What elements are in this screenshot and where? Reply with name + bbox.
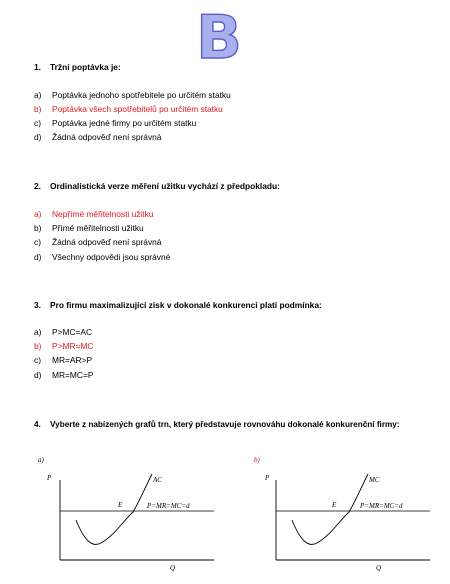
question-1-option-d[interactable]: d) Žádná odpověď není správná (34, 132, 162, 142)
graph-b[interactable] (252, 452, 442, 580)
question-2-title: 2. Ordinalistická verze měření užitku vychází z předpokladu: (34, 181, 280, 191)
question-1-title: 1. Tržní poptávka je: (34, 62, 121, 72)
graph-b-price-line-label: P=MR=MC=d (360, 502, 403, 510)
question-1-option-b[interactable]: b) Poptávka všech spotřebitelů po určitém statku (34, 104, 223, 114)
graph-b-curve (292, 474, 368, 544)
graph-a[interactable] (36, 452, 226, 580)
graph-b-x-axis-label: Q (376, 564, 382, 572)
question-3-option-b[interactable]: b) P>MR=MC (34, 341, 94, 351)
question-3-option-a[interactable]: a) P>MC=AC (34, 327, 93, 337)
question-2-option-c[interactable]: c) Žádná odpověď není správná (34, 237, 162, 247)
variant-letter (196, 3, 242, 73)
graph-b-curve-label: MC (369, 476, 380, 484)
graph-b-label: b) (254, 456, 260, 464)
question-1-option-c[interactable]: c) Poptávka jedné firmy po určitém statku (34, 118, 197, 128)
graph-b-point-label: E (332, 501, 337, 509)
graph-a-x-axis-label: Q (170, 564, 176, 572)
question-3-option-d[interactable]: d) MR=MC=P (34, 370, 94, 380)
question-3-option-c[interactable]: c) MR=AR>P (34, 355, 93, 365)
graph-a-curve (76, 474, 152, 544)
graph-a-price-line-label: P=MR=MC=d (147, 502, 190, 510)
graph-b-y-axis-label: P (265, 474, 270, 482)
graph-a-y-axis-label: P (47, 474, 52, 482)
question-2-option-b[interactable]: b) Přímé měřitelnosti užitku (34, 223, 144, 233)
question-2-option-d[interactable]: d) Všechny odpovědi jsou správné (34, 252, 171, 262)
question-3-title: 3. Pro firmu maximalizující zisk v dokonalé konkurenci platí podmínka: (34, 300, 322, 310)
graph-a-label: a) (38, 456, 44, 464)
question-4-title: 4. Vyberte z nabízených grafů trn, který představuje rovnováhu dokonalé konkurenční firmy: (34, 420, 400, 429)
graph-a-curve-label: AC (153, 476, 162, 484)
graph-a-point-label: E (118, 501, 123, 509)
question-1-option-a[interactable]: a) Poptávka jednoho spotřebitele po určitém statku (34, 90, 231, 100)
question-2-option-a[interactable]: a) Nepřímé měřitelnosti užitku (34, 209, 154, 219)
svg-text:B: B (196, 3, 242, 73)
